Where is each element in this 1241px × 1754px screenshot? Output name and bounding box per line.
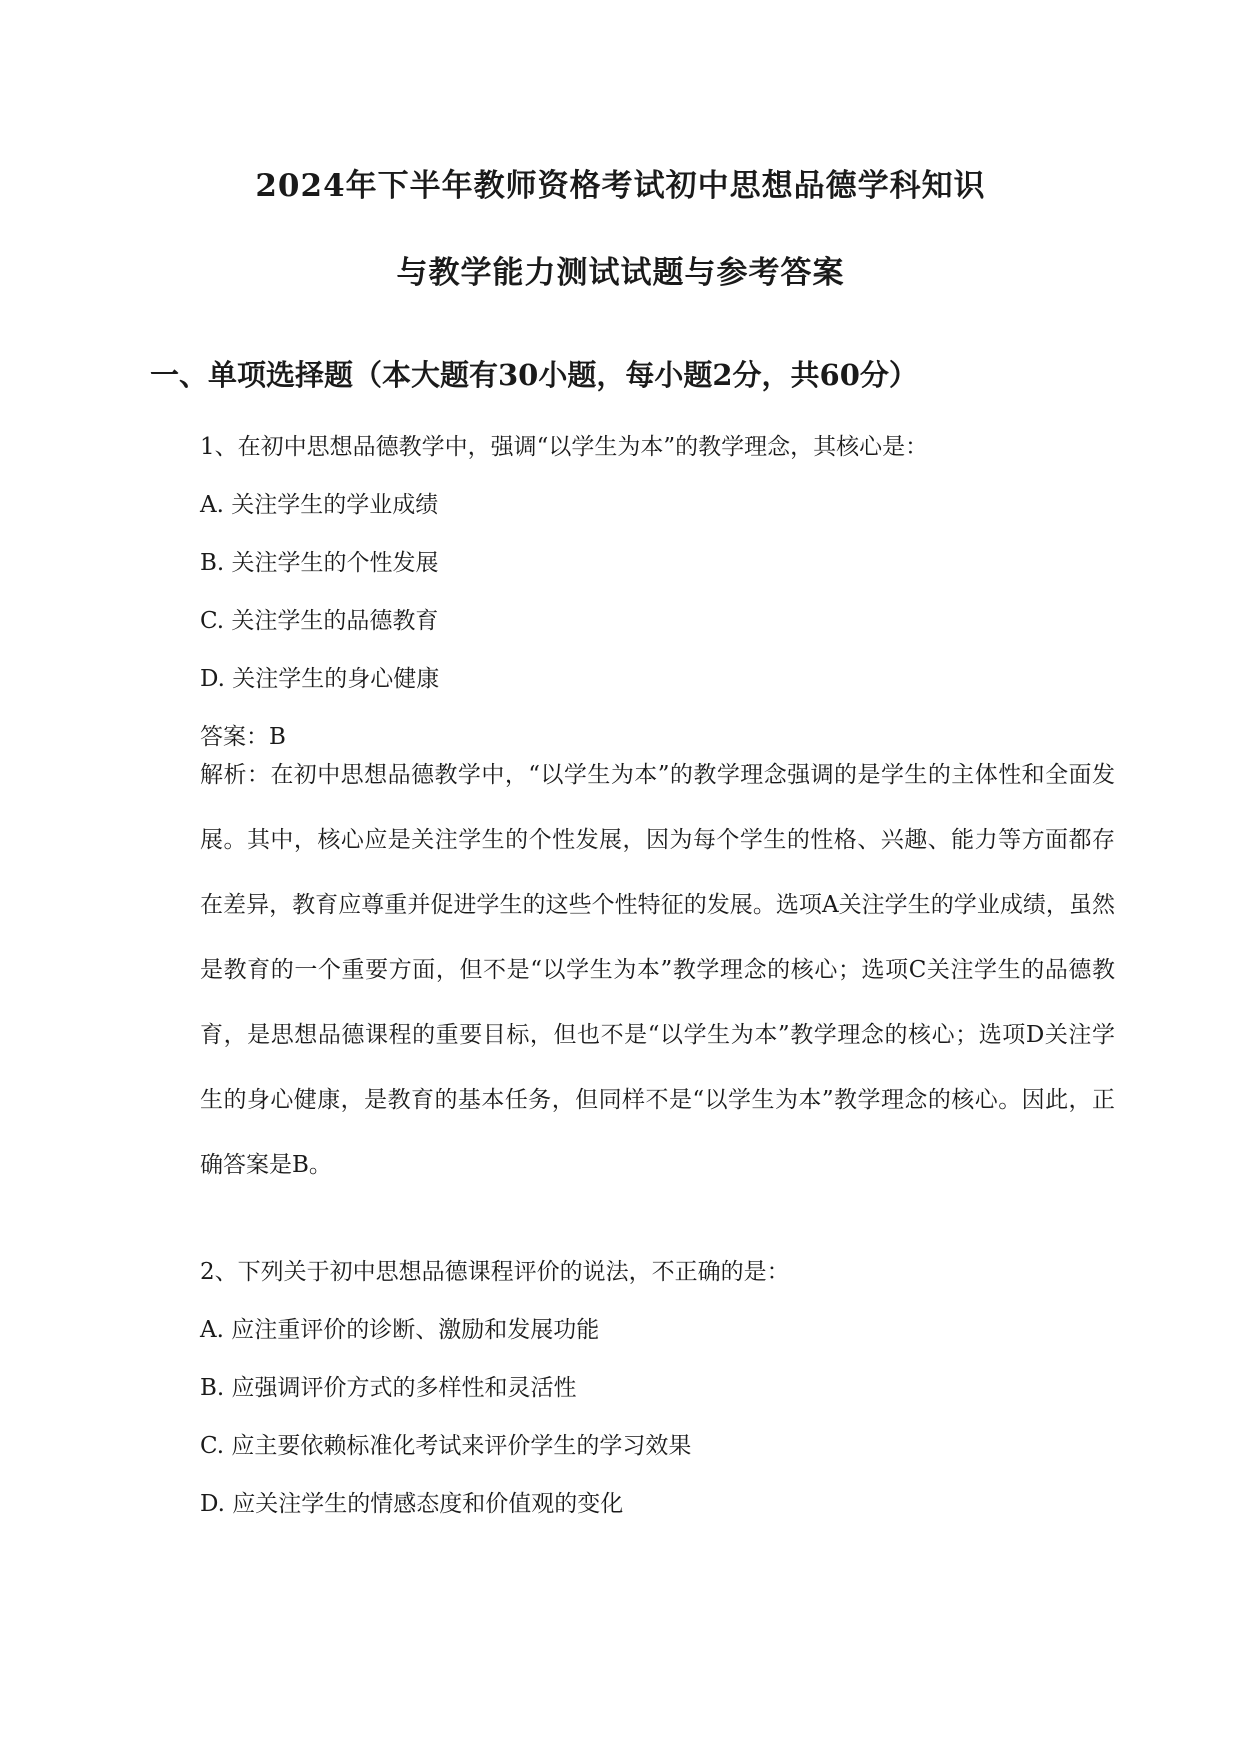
question-2-option-c: C. 应主要依赖标准化考试来评价学生的学习效果 bbox=[200, 1433, 692, 1459]
question-2-stem: 2、下列关于初中思想品德课程评价的说法，不正确的是： bbox=[200, 1259, 790, 1285]
question-2-option-b: B. 应强调评价方式的多样性和灵活性 bbox=[200, 1375, 577, 1401]
question-1-option-c: C. 关注学生的品德教育 bbox=[200, 608, 439, 634]
question-1-option-a: A. 关注学生的学业成绩 bbox=[200, 492, 439, 518]
question-1-option-b: B. 关注学生的个性发展 bbox=[200, 550, 439, 576]
question-2-option-d: D. 应关注学生的情感态度和价值观的变化 bbox=[200, 1491, 624, 1517]
question-1-stem: 1、在初中思想品德教学中，强调“以学生为本”的教学理念，其核心是： bbox=[200, 434, 929, 460]
question-1-analysis: 解析：在初中思想品德教学中，“以学生为本”的教学理念强调的是学生的主体性和全面发展。其中，核心应是关注学生的个性发展，因为每个学生的性格、兴趣、能力等方面都存在差异，教育应尊重并促进学生的这些个性特征的发展。选项A关注学生的学业成绩，虽然是教育的一个重要方面，但不是“以学生为本”教学理念的核心；选项C关注学生的品德教育，是思想品德课程的重要目标，但也不是“以学生为本”教学理念的核心；选项D关注学生的身心健康，是教育的基本任务，但同样不是“以学生为本”教学理念的核心。因此，正确答案是B。 bbox=[200, 762, 1115, 1178]
section-heading: 一、单项选择题（本大题有30小题，每小题2分，共60分） bbox=[150, 358, 918, 392]
question-1-option-d: D. 关注学生的身心健康 bbox=[200, 666, 440, 692]
document-title-line-1: 2024年下半年教师资格考试初中思想品德学科知识 bbox=[255, 168, 986, 204]
question-1-answer: 答案：B bbox=[200, 724, 286, 750]
document-title-line-2: 与教学能力测试试题与参考答案 bbox=[396, 255, 845, 291]
question-2-option-a: A. 应注重评价的诊断、激励和发展功能 bbox=[200, 1317, 600, 1343]
